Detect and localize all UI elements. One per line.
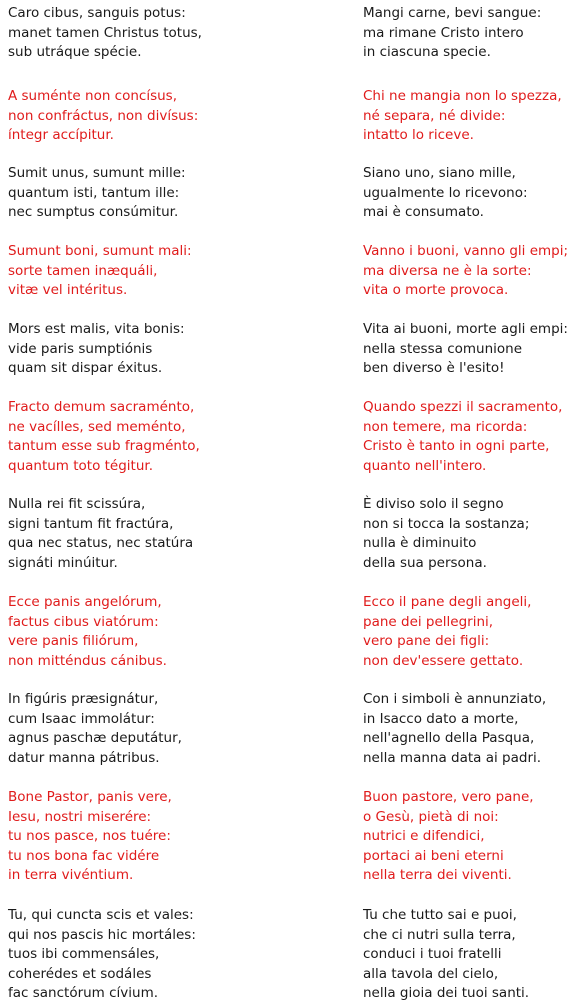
italian-stanza-9: Con i simboli è annunziato, in Isacco dato a morte, nell'agnello della Pasqua, nella manna data ai padri. xyxy=(363,691,547,766)
italian-stanza-2: Chi ne mangia non lo spezza, né separa, né divide: intatto lo riceve. xyxy=(363,88,562,143)
italian-stanza-8: Ecco il pane degli angeli, pane dei pellegrini, vero pane dei figli: non dev'essere gettato. xyxy=(363,594,532,669)
latin-stanza-10: Bone Pastor, panis vere, Iesu, nostri miserére: tu nos pasce, nos tuére: tu nos bona fac vidére in terra vivéntium. xyxy=(8,789,172,883)
latin-stanza-9: In figúris præsignátur, cum Isaac immolátur: agnus paschæ deputátur, datur manna pátribus. xyxy=(8,691,182,766)
latin-stanza-1: Caro cibus, sanguis potus: manet tamen Christus totus, sub utráque spécie. xyxy=(8,5,202,60)
latin-stanza-5: Mors est malis, vita bonis: vide paris sumptiónis quam sit dispar éxitus. xyxy=(8,321,185,376)
latin-stanza-11: Tu, qui cuncta scis et vales: qui nos pascis hic mortáles: tuos ibi commensáles, coherédes et sodáles fac sanctórum cívium. xyxy=(8,907,196,1001)
italian-stanza-10: Buon pastore, vero pane, o Gesù, pietà di noi: nutrici e difendici, portaci ai beni eterni nella terra dei viventi. xyxy=(363,789,534,883)
italian-stanza-1: Mangi carne, bevi sangue: ma rimane Cristo intero in ciascuna specie. xyxy=(363,5,542,60)
italian-stanza-6: Quando spezzi il sacramento, non temere, ma ricorda: Cristo è tanto in ogni parte, quanto nell'intero. xyxy=(363,399,563,474)
italian-stanza-7: È diviso solo il segno non si tocca la sostanza; nulla è diminuito della sua persona. xyxy=(363,496,530,571)
latin-stanza-7: Nulla rei fit scissúra, signi tantum fit fractúra, qua nec status, nec statúra signáti minúitur. xyxy=(8,496,194,571)
italian-stanza-4: Vanno i buoni, vanno gli empi; ma diversa ne è la sorte: vita o morte provoca. xyxy=(363,243,569,298)
latin-stanza-3: Sumit unus, sumunt mille: quantum isti, tantum ille: nec sumptus consúmitur. xyxy=(8,165,186,220)
italian-stanza-5: Vita ai buoni, morte agli empi: nella stessa comunione ben diverso è l'esito! xyxy=(363,321,568,376)
latin-stanza-4: Sumunt boni, sumunt mali: sorte tamen inæquáli, vitæ vel intéritus. xyxy=(8,243,192,298)
italian-stanza-11: Tu che tutto sai e puoi, che ci nutri sulla terra, conduci i tuoi fratelli alla tavola del cielo, nella gioia dei tuoi santi. xyxy=(363,907,530,1001)
latin-stanza-6: Fracto demum sacraménto, ne vacílles, sed meménto, tantum esse sub fragménto, quantum toto tégitur. xyxy=(8,399,200,474)
latin-stanza-8: Ecce panis angelórum, factus cibus viatórum: vere panis filiórum, non mitténdus cánibus. xyxy=(8,594,167,669)
italian-stanza-3: Siano uno, siano mille, ugualmente lo ricevono: mai è consumato. xyxy=(363,165,528,220)
latin-stanza-2: A suménte non concísus, non confráctus, non divísus: íntegr accípitur. xyxy=(8,88,199,143)
